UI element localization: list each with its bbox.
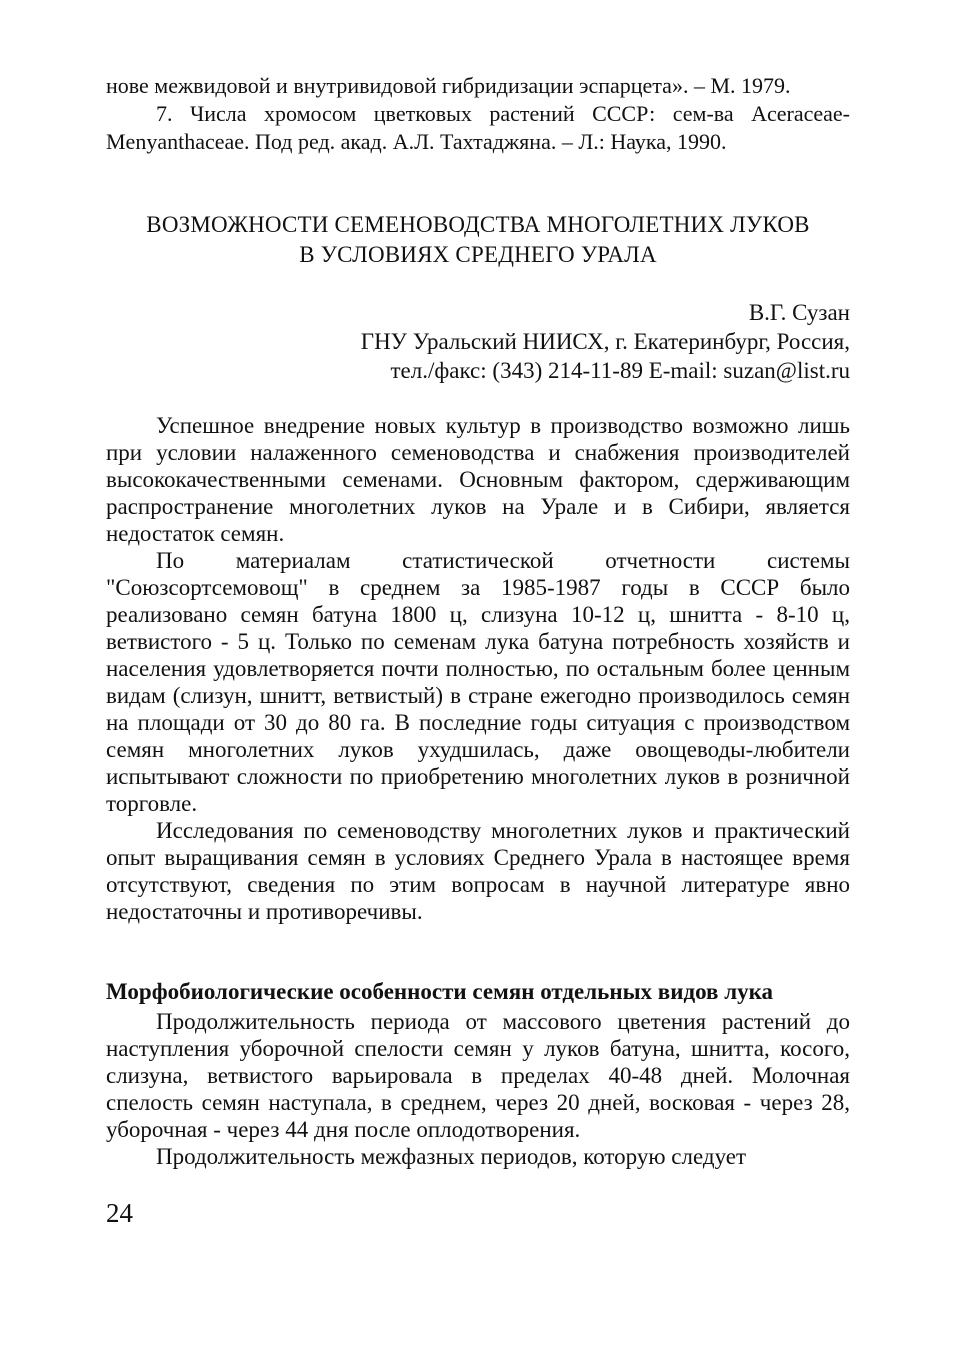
article-title	[106, 210, 850, 270]
paragraph-1: Успешное внедрение новых культур в производство возможно лишь при условии налаженного семеноводства и снабжения производителей высококачественными семенами. Основным фактором, сдерживающим распространение многолетних луков на Урале и в Сибири, является недостаток семян.	[106, 413, 850, 546]
author-affiliation: ГНУ Уральский НИИСХ, г. Екатеринбург, Россия,	[360, 329, 850, 354]
reference-continuation: нове межвидовой и внутривидовой гибридизации эспарцета». – М. 1979.	[106, 73, 791, 98]
paragraph-5: Продолжительность межфазных периодов, которую следует	[156, 1144, 747, 1169]
author-contact: тел./факс: (343) 214-11-89 E-mail: suzan@list.ru	[390, 358, 850, 383]
paragraph-4: Продолжительность периода от массового цветения растений до наступления уборочной спелости семян у луков батуна, шнитта, косого, слизуна, ветвистого варьировала в пределах 40-48 дней. Молочная спелость семян наступала, в среднем, через 20 дней, восковая - через 28, уборочная - через 44 дня после оплодотворения.	[106, 1009, 850, 1142]
paragraph-2: По материалам статистической отчетности системы "Союзсортсемовощ" в среднем за 1985-1987 годы в СССР было реализовано семян батуна 1800 ц, слизуна 10-12 ц, шнитта - 8-10 ц, ветвистого - 5 ц. Только по семенам лука батуна потребность хозяйств и населения удовлетворяется почти полностью, по остальным более ценным видам (слизун, шнитт, ветвистый) в стране ежегодно производилось семян на площади от 30 до 80 га. В последние годы ситуация с производством семян многолетних луков ухудшилась, даже овощеводы-любители испытывают сложности по приобретению многолетних луков в розничной торговле.	[106, 548, 850, 816]
reference-7: 7. Числа хромосом цветковых растений СССР: сем-ва Aceraceae-Menyanthaceae. Под ред. акад. А.Л. Тахтаджяна. – Л.: Наука, 1990.	[106, 101, 850, 154]
author-block	[106, 298, 850, 385]
page-number: 24	[106, 1198, 133, 1228]
article-title-line-2: В УСЛОВИЯХ СРЕДНЕГО УРАЛА	[299, 242, 657, 267]
article-body-section	[106, 1008, 850, 1170]
author-name: В.Г. Сузан	[748, 300, 850, 325]
section-heading: Морфобиологические особенности семян отдельных видов лука	[106, 979, 773, 1004]
article-title-line-1: ВОЗМОЖНОСТИ СЕМЕНОВОДСТВА МНОГОЛЕТНИХ ЛУКОВ	[146, 212, 810, 237]
paragraph-3: Исследования по семеноводству многолетних луков и практический опыт выращивания семян в условиях Среднего Урала в настоящее время отсутствуют, сведения по этим вопросам в научной литературе явно недостаточны и противоречивы.	[106, 818, 850, 924]
article-body-intro	[106, 412, 850, 925]
references-section	[106, 72, 850, 156]
